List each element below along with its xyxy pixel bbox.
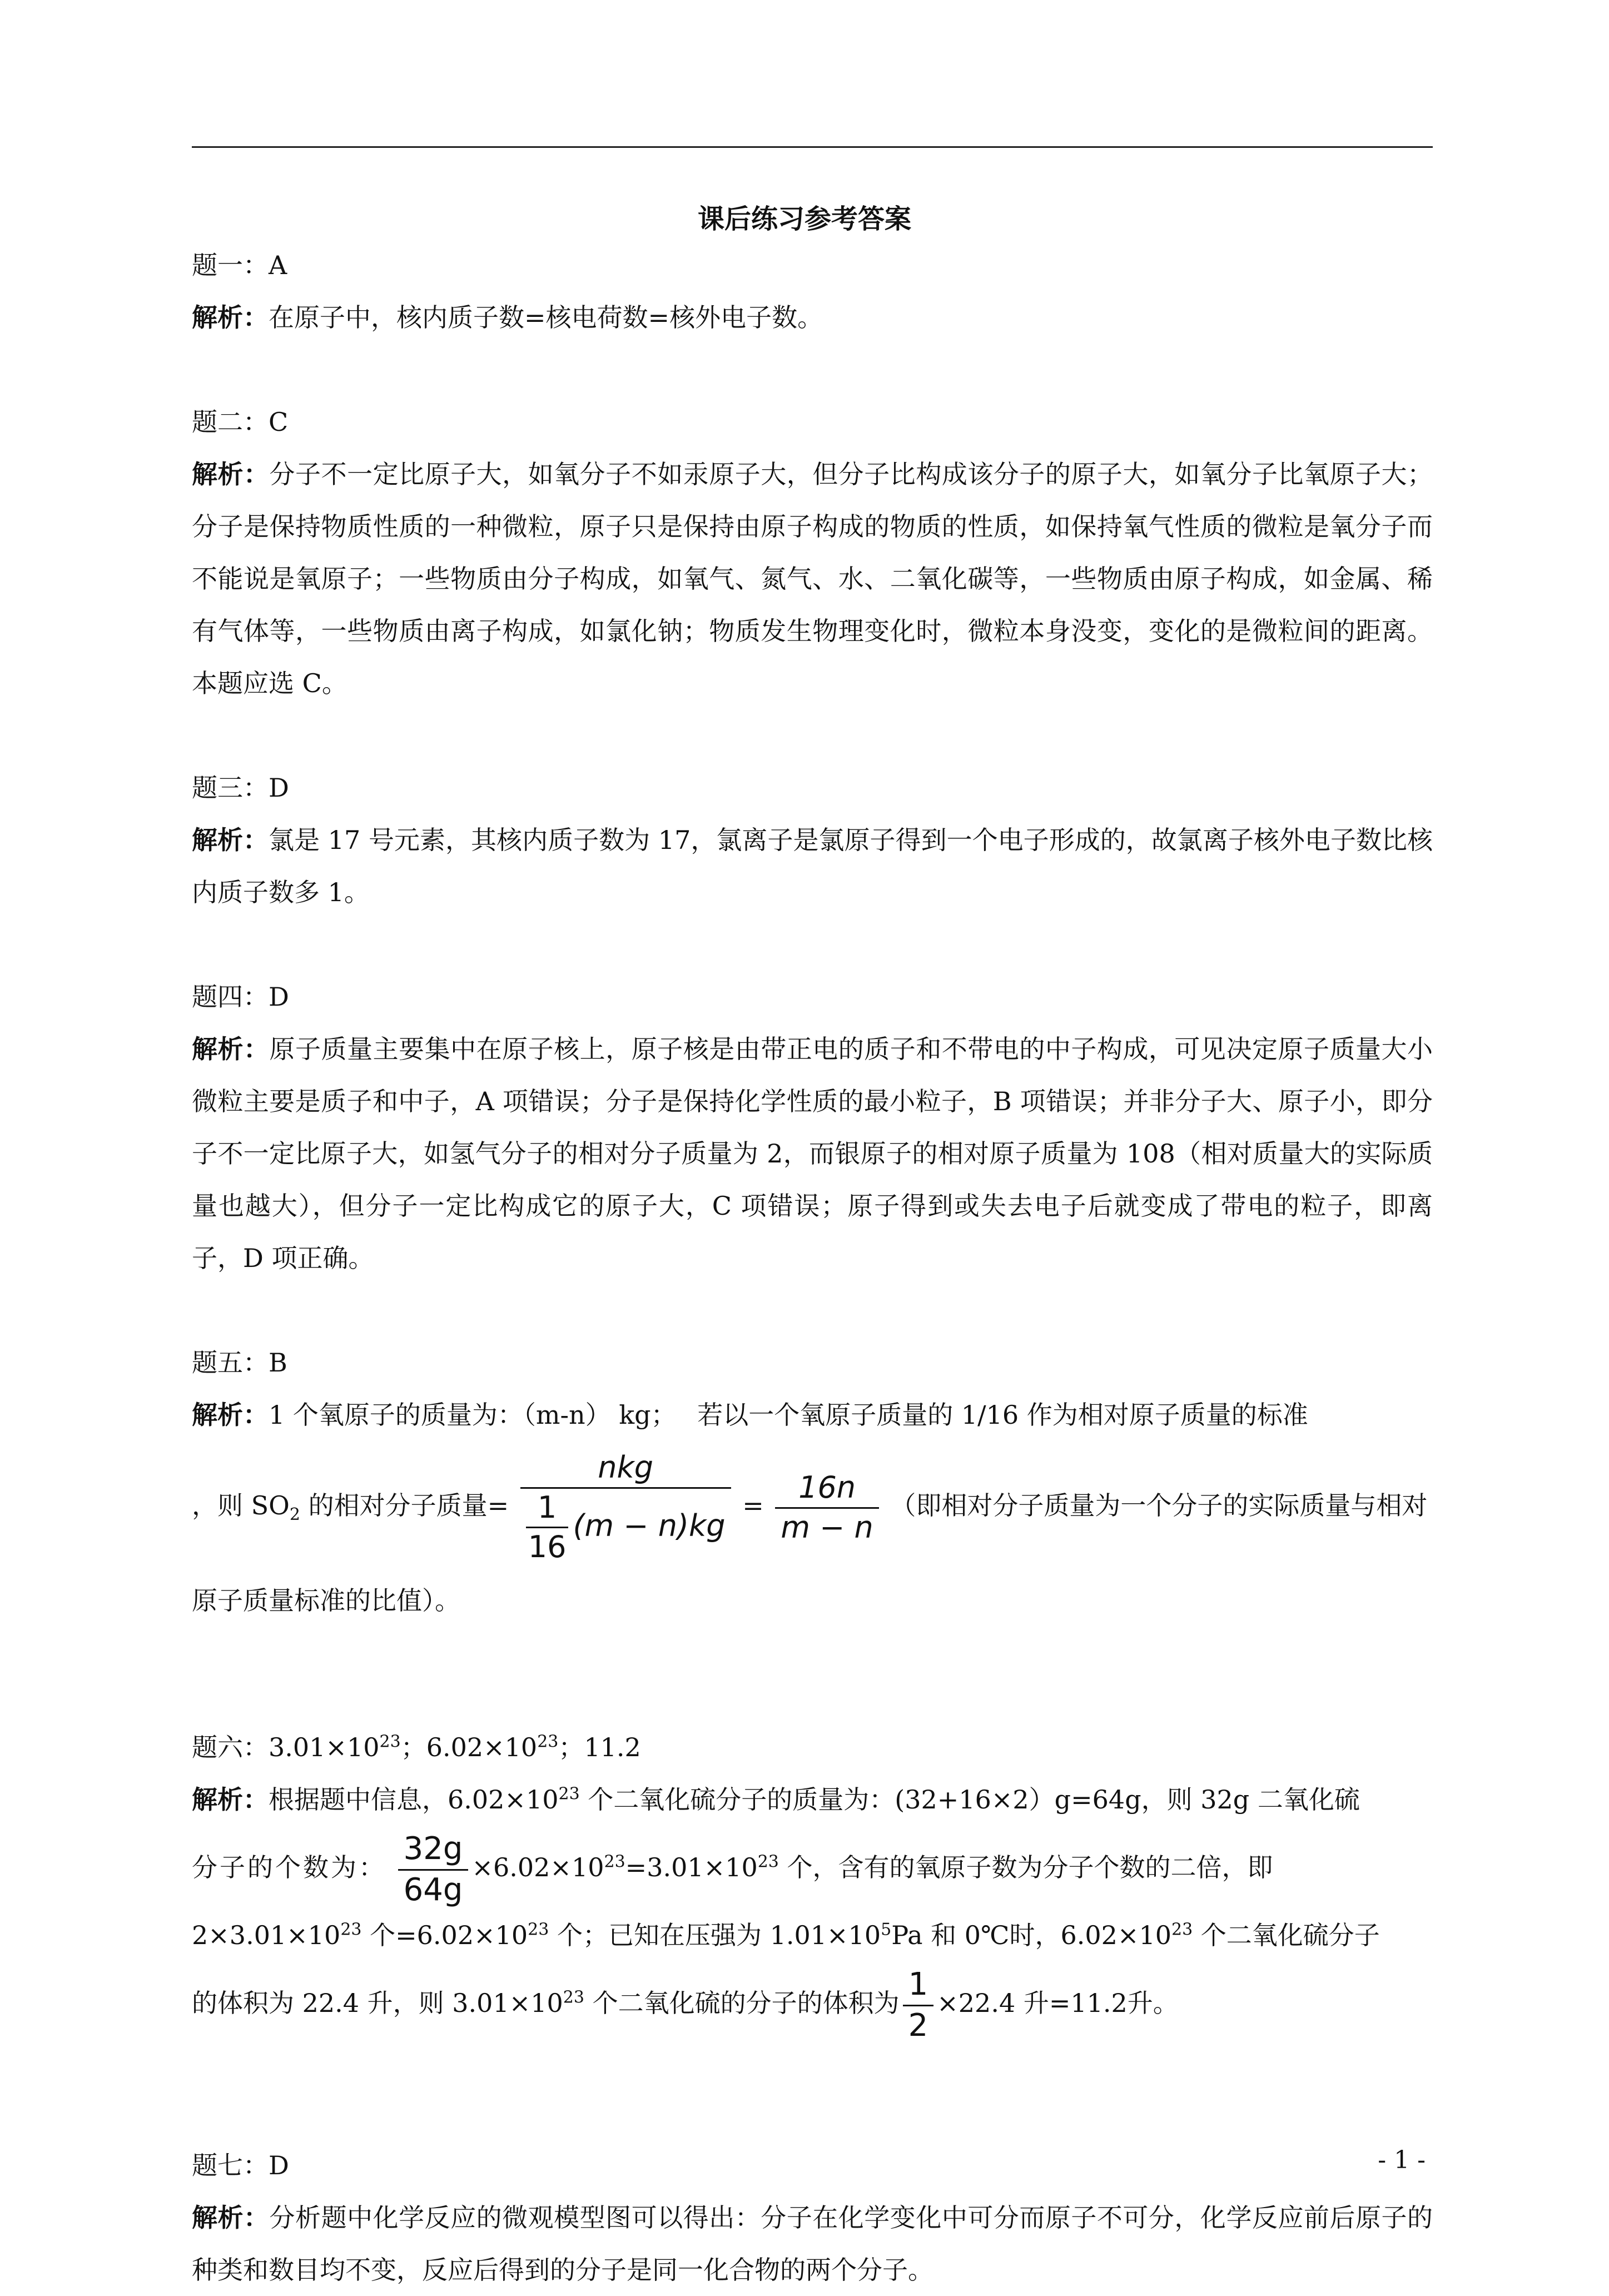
q6-text: 2×3.01×10 <box>192 1920 341 1951</box>
q5-sub: 2 <box>289 1505 300 1525</box>
explanation-label: 解析： <box>192 1785 269 1815</box>
simplified-fraction <box>775 1469 878 1545</box>
fraction-denominator: 2 <box>908 2007 928 2044</box>
q5-explanation-line1 <box>192 1389 1433 1441</box>
relative-mass-fraction <box>520 1452 731 1563</box>
exponent: 23 <box>558 1784 580 1804</box>
fraction-den-rest: (m − n)kg <box>573 1508 726 1543</box>
exponent: 23 <box>379 1732 401 1752</box>
q4-explanation <box>192 1023 1433 1284</box>
q6-part: 题六：3.01×10 <box>192 1732 380 1763</box>
q6-answer <box>192 1721 1433 1773</box>
explanation-label: 解析： <box>192 1034 270 1064</box>
exponent: 23 <box>1171 1920 1193 1940</box>
mass-ratio-fraction <box>398 1830 469 1908</box>
q6-text: 个=6.02×10 <box>361 1920 528 1951</box>
q6-text: 分子的个数为： <box>192 1852 386 1883</box>
q6-text: 的体积为 22.4 升，则 3.01×10 <box>192 1988 563 2019</box>
q6-text: 个二氧化硫分子的质量为：(32+16×2）g=64g，则 32g 二氧化硫 <box>579 1785 1360 1815</box>
equals-sign: = <box>742 1490 764 1521</box>
q6-text: ×22.4 升=11.2升。 <box>937 1988 1179 2019</box>
q6-explanation-line2 <box>192 1826 1433 1909</box>
q5-answer: 题五：B <box>192 1348 287 1378</box>
inner-numerator: 1 <box>526 1492 569 1529</box>
q5-formula-line <box>192 1452 1433 1563</box>
q6-text: =3.01×10 <box>625 1852 758 1883</box>
q5-text2b: 的相对分子质量= <box>300 1490 509 1521</box>
inner-denominator: 16 <box>528 1529 567 1565</box>
exponent: 23 <box>537 1732 559 1752</box>
q1-explanation <box>192 291 1433 344</box>
q5-text2a: ，则 SO <box>192 1490 290 1521</box>
page-number: - 1 - <box>1378 2146 1426 2174</box>
q6-part: ；6.02×10 <box>400 1732 538 1763</box>
fraction-numerator: 16n <box>775 1472 878 1509</box>
fraction-denominator: m − n <box>781 1509 873 1545</box>
explanation-label: 解析： <box>192 825 269 855</box>
answer-content <box>192 239 1433 2296</box>
q7-explanation <box>192 2191 1433 2296</box>
fraction-numerator: nkg <box>520 1452 731 1489</box>
exponent: 23 <box>757 1852 779 1872</box>
q2-explanation-text: 分子不一定比原子大，如氧分子不如汞原子大，但分子比构成该分子的原子大，如氧分子比氧原子大；分子是保持物质性质的一种微粒，原子只是保持由原子构成的物质的性质，如保持氧气性质的微粒是氧分子而不能说是氧原子；一些物质由分子构成，如氧气、氮气、水、二氧化碳等，一些物质由原子构成，如金属、稀有气体等，一些物质由离子构成，如氯化钠；物质发生物理变化时，微粒本身没变，变化的是微粒间的距离。本题应选 C。 <box>192 459 1433 698</box>
q2-explanation <box>192 448 1433 709</box>
q6-explanation-line1 <box>192 1773 1433 1826</box>
fraction-denominator: 64g <box>403 1871 463 1908</box>
q4-answer: 题四：D <box>192 982 289 1012</box>
half-fraction <box>903 1966 934 2044</box>
q6-text: 个，含有的氧原子数为分子个数的二倍，即 <box>778 1852 1273 1883</box>
q3-explanation-text: 氯是 17 号元素，其核内质子数为 17，氯离子是氯原子得到一个电子形成的，故氯离子核外电子数比核内质子数多 1。 <box>192 825 1433 907</box>
q6-text: ×6.02×10 <box>471 1852 604 1883</box>
q6-text: 个二氧化硫分子 <box>1193 1920 1380 1951</box>
explanation-label: 解析： <box>192 1400 269 1430</box>
q6-part: ；11.2 <box>558 1732 641 1763</box>
q6-text: 个；已知在压强为 1.01×10 <box>549 1920 881 1951</box>
one-sixteenth-fraction <box>526 1489 569 1565</box>
page-title: 课后练习参考答案 <box>697 203 911 235</box>
explanation-label: 解析： <box>192 459 270 489</box>
q6-text: 个二氧化硫的分子的体积为 <box>584 1988 900 2019</box>
q3-explanation <box>192 814 1433 918</box>
exponent: 23 <box>340 1920 362 1940</box>
q7-explanation-text: 分析题中化学反应的微观模型图可以得出：分子在化学变化中可分而原子不可分，化学反应前后原子的种类和数目均不变，反应后得到的分子是同一化合物的两个分子。 <box>192 2203 1433 2285</box>
exponent: 23 <box>604 1852 625 1872</box>
fraction-numerator: 1 <box>903 1969 934 2006</box>
exponent: 5 <box>881 1920 892 1940</box>
q6-text: Pa 和 0℃时，6.02×10 <box>891 1920 1171 1951</box>
q1-explanation-text: 在原子中，核内质子数=核电荷数=核外电子数。 <box>269 302 823 332</box>
q6-text: 根据题中信息，6.02×10 <box>269 1785 559 1815</box>
q3-answer: 题三：D <box>192 773 289 803</box>
q4-explanation-text: 原子质量主要集中在原子核上，原子核是由带正电的质子和不带电的中子构成，可见决定原子质量大小微粒主要是质子和中子，A 项错误；分子是保持化学性质的最小粒子，B 项错误；并非分子大、原子小，即分子不一定比原子大，如氢气分子的相对分子质量为 2，而银原子的相对原子质量为 108（相对质量大的实际质量也越大），但分子一定比构成它的原子大，C 项错误；原子得到或失去电子后就变成了带电的粒子，即离子，D 项正确。 <box>192 1034 1433 1273</box>
header-rule <box>192 146 1433 148</box>
q6-explanation-line3 <box>192 1909 1433 1961</box>
explanation-label: 解析： <box>192 2203 270 2233</box>
explanation-label: 解析： <box>192 302 269 332</box>
q5-text1: 1 个氧原子的质量为：（m-n） kg； 若以一个氧原子质量的 1/16 作为相对原子质量的标准 <box>269 1400 1308 1430</box>
q1-answer: 题一：A <box>192 250 287 280</box>
exponent: 23 <box>563 1987 584 2007</box>
exponent: 23 <box>528 1920 549 1940</box>
fraction-denominator <box>520 1489 731 1563</box>
q2-answer: 题二：C <box>192 407 289 437</box>
q7-answer: 题七：D <box>192 2150 289 2181</box>
q6-explanation-line4 <box>192 1961 1433 2045</box>
q5-text2c: （即相对分子质量为一个分子的实际质量与相对 <box>890 1490 1428 1521</box>
fraction-numerator: 32g <box>398 1833 469 1871</box>
q5-text3: 原子质量标准的比值）。 <box>192 1586 460 1616</box>
